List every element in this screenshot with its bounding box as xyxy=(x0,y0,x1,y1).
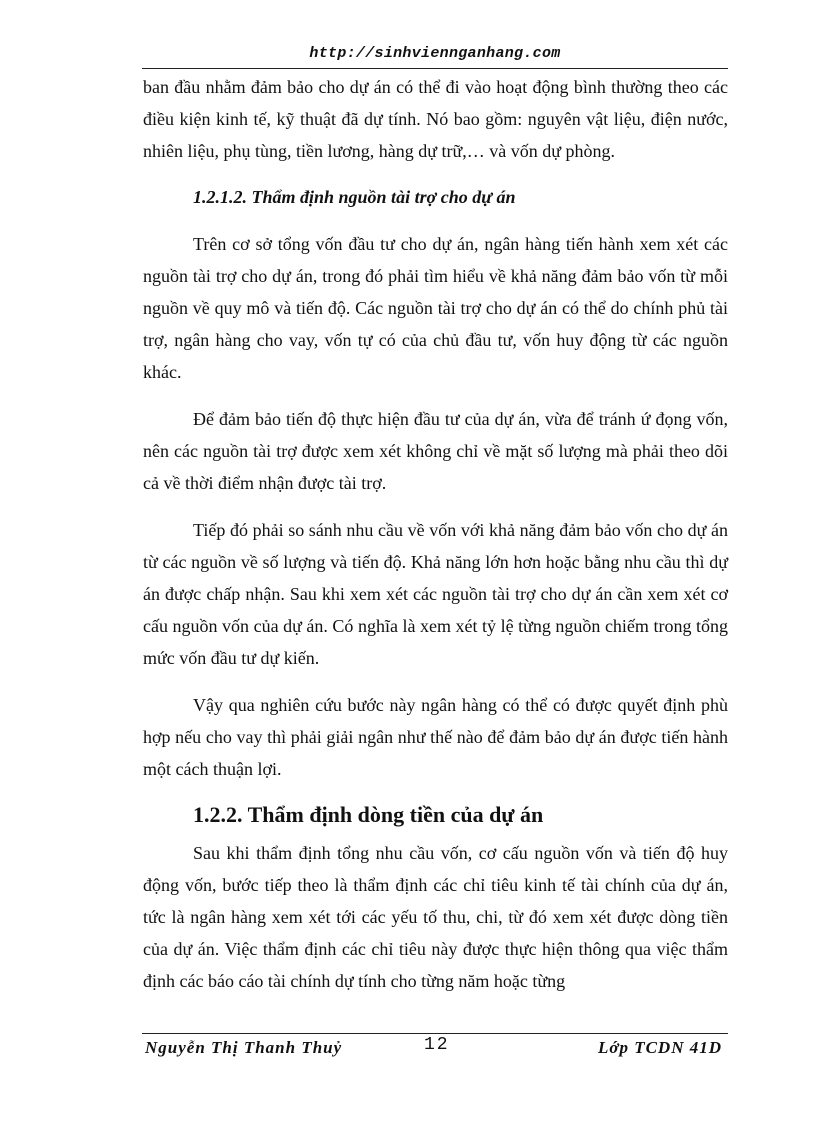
section-heading-122: 1.2.2. Thẩm định dòng tiền của dự án xyxy=(193,802,544,827)
page-header xyxy=(142,44,728,69)
paragraph-progress: Để đảm bảo tiến độ thực hiện đầu tư của dự án, vừa để tránh ứ đọng vốn, nên các nguồn tài trợ được xem xét không chỉ về mặt số lượng mà phải theo dõi cả về thời điểm nhận được tài trợ. xyxy=(143,409,728,493)
paragraph-cashflow: Sau khi thẩm định tổng nhu cầu vốn, cơ cấu nguồn vốn và tiến độ huy động vốn, bước tiếp theo là thẩm định các chỉ tiêu kinh tế tài chính của dự án, tức là ngân hàng xem xét tới các yếu tố thu, chi, từ đó xem xét được dòng tiền của dự án. Việc thẩm định các chỉ tiêu này được thực hiện thông qua việc thẩm định các báo cáo tài chính dự tính cho từng năm hoặc từng xyxy=(143,843,728,991)
paragraph-intro: ban đầu nhằm đảm bảo cho dự án có thể đi vào hoạt động bình thường theo các điều kiện kinh tế, kỹ thuật đã dự tính. Nó bao gồm: nguyên vật liệu, điện nước, nhiên liệu, phụ tùng, tiền lương, hàng dự trữ,… và vốn dự phòng. xyxy=(143,77,728,161)
header-url: http://sinhviennganhang.com xyxy=(309,45,561,62)
document-body xyxy=(143,71,728,997)
paragraph-conclusion: Vậy qua nghiên cứu bước này ngân hàng có thể có được quyết định phù hợp nếu cho vay thì phải giải ngân như thế nào để đảm bảo dự án được tiến hành một cách thuận lợi. xyxy=(143,695,728,779)
page-footer xyxy=(142,1033,728,1064)
footer-class: Lớp TCDN 41D xyxy=(597,1038,722,1057)
section-heading-1212: 1.2.1.2. Thẩm định nguồn tài trợ cho dự án xyxy=(193,187,516,207)
page-number: 12 xyxy=(424,1035,450,1055)
paragraph-compare: Tiếp đó phải so sánh nhu cầu về vốn với khả năng đảm bảo vốn cho dự án từ các nguồn về số lượng và tiến độ. Khả năng lớn hơn hoặc bằng nhu cầu thì dự án được chấp nhận. Sau khi xem xét các nguồn tài trợ cho dự án cần xem xét cơ cấu nguồn vốn của dự án. Có nghĩa là xem xét tỷ lệ từng nguồn chiếm trong tổng mức vốn đầu tư dự kiến. xyxy=(143,520,728,668)
paragraph-funding-sources: Trên cơ sở tổng vốn đầu tư cho dự án, ngân hàng tiến hành xem xét các nguồn tài trợ cho dự án, trong đó phải tìm hiểu về khả năng đảm bảo vốn từ mỗi nguồn về quy mô và tiến độ. Các nguồn tài trợ cho dự án có thể do chính phủ tài trợ, ngân hàng cho vay, vốn tự có của chủ đầu tư, vốn huy động từ các nguồn khác. xyxy=(143,234,728,382)
footer-author: Nguyễn Thị Thanh Thuỷ xyxy=(145,1038,343,1057)
